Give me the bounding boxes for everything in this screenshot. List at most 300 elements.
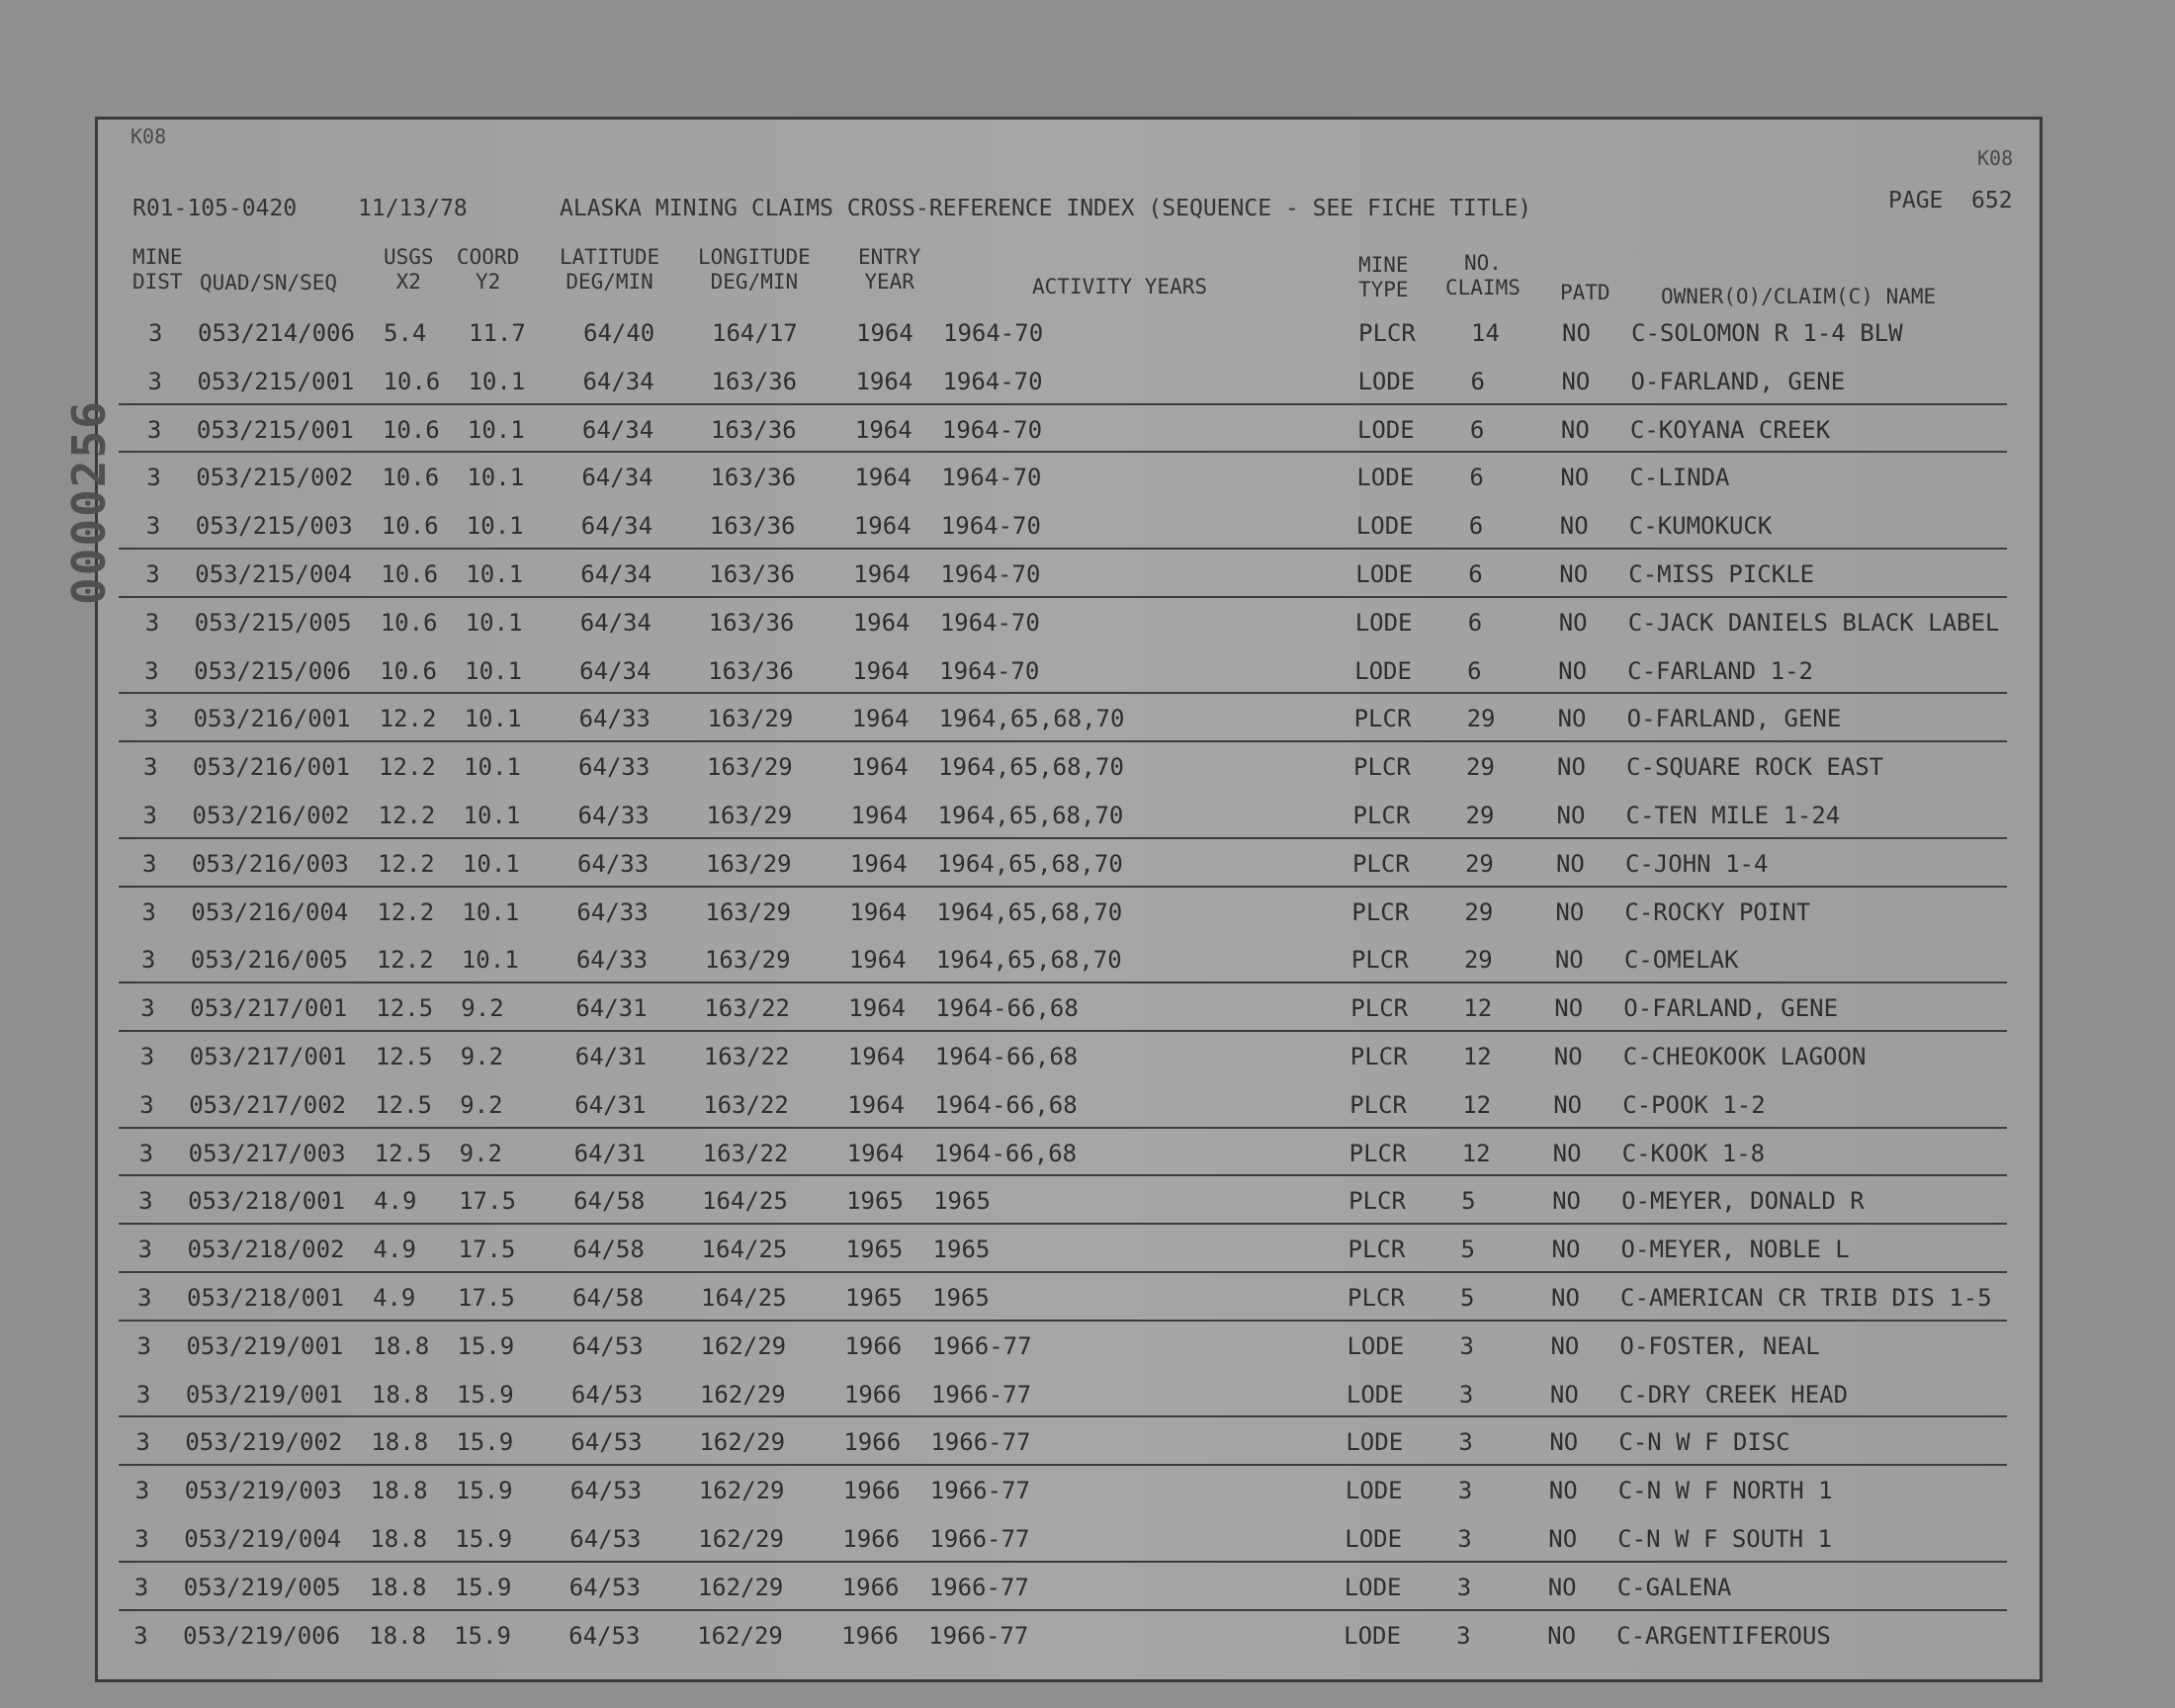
cell-mine-dist: 3 — [134, 1525, 149, 1553]
cell-latitude: 64/58 — [572, 1284, 645, 1312]
cell-mine-dist: 3 — [133, 1573, 149, 1601]
cell-owner-claim-name: O-FOSTER, NEAL — [1619, 1331, 1820, 1360]
cell-mine-dist: 3 — [145, 512, 161, 541]
cell-owner-claim-name: O-MEYER, NOBLE L — [1620, 1236, 1850, 1264]
cell-longitude: 164/25 — [701, 1284, 787, 1312]
cell-mine-type: PLCR — [1353, 753, 1411, 782]
cell-quad: 053/215/001 — [197, 367, 355, 395]
cell-mine-type: LODE — [1344, 1573, 1402, 1601]
cell-activity-years: 1964,65,68,70 — [938, 753, 1124, 782]
cell-usgs-x2: 18.8 — [370, 1525, 428, 1553]
cell-mine-dist: 3 — [138, 1187, 153, 1216]
cell-mine-dist: 3 — [144, 656, 159, 685]
cell-coord-y2: 10.1 — [463, 802, 521, 829]
cell-owner-claim-name: O-FARLAND, GENE — [1626, 705, 1842, 733]
cell-longitude: 163/22 — [703, 1043, 790, 1070]
cell-latitude: 64/33 — [576, 849, 650, 878]
cell-no-claims: 3 — [1456, 1621, 1471, 1650]
cell-entry-year: 1964 — [852, 608, 911, 637]
cell-quad: 053/219/004 — [184, 1525, 342, 1553]
cell-no-claims: 6 — [1469, 415, 1485, 444]
cell-longitude: 163/36 — [711, 367, 798, 395]
cell-activity-years: 1964,65,68,70 — [938, 705, 1125, 733]
cell-usgs-x2: 12.2 — [379, 705, 437, 733]
cell-longitude: 163/22 — [703, 1090, 789, 1119]
cell-longitude: 163/36 — [708, 656, 794, 685]
cell-no-claims: 29 — [1466, 705, 1496, 733]
cell-quad: 053/217/003 — [188, 1139, 346, 1167]
cell-longitude: 163/29 — [706, 802, 793, 829]
cell-longitude: 163/29 — [705, 849, 792, 878]
cell-coord-y2: 10.1 — [462, 897, 520, 926]
cell-mine-type: LODE — [1356, 464, 1415, 492]
cell-patd: NO — [1559, 560, 1589, 588]
cell-mine-type: LODE — [1354, 608, 1413, 637]
cell-quad: 053/219/001 — [185, 1380, 343, 1409]
cell-latitude: 64/34 — [582, 367, 654, 395]
cell-longitude: 163/22 — [702, 1139, 789, 1167]
cell-longitude: 162/29 — [697, 1573, 784, 1601]
cell-patd: NO — [1552, 1139, 1582, 1167]
cell-mine-dist: 3 — [137, 1236, 152, 1264]
cell-patd: NO — [1558, 656, 1588, 685]
cell-patd: NO — [1555, 897, 1585, 926]
table-row — [0, 1279, 2175, 1327]
cell-owner-claim-name: C-DRY CREEK HEAD — [1618, 1380, 1849, 1409]
cell-patd: NO — [1554, 946, 1584, 975]
cell-no-claims: 3 — [1458, 1380, 1474, 1409]
cell-no-claims: 3 — [1457, 1525, 1472, 1553]
cell-quad: 053/215/004 — [195, 560, 353, 588]
cell-patd: NO — [1557, 753, 1586, 782]
table-row — [0, 989, 2175, 1038]
cell-mine-type: PLCR — [1348, 1139, 1407, 1167]
cell-patd: NO — [1547, 1573, 1577, 1601]
cell-quad: 053/219/002 — [185, 1428, 343, 1457]
cell-no-claims: 14 — [1471, 319, 1500, 347]
cell-no-claims: 12 — [1462, 1090, 1492, 1119]
table-row — [0, 941, 2175, 989]
cell-owner-claim-name: C-AMERICAN CR TRIB DIS 1-5 — [1620, 1284, 1992, 1312]
fiche-stamp-number: 0000256 — [62, 399, 116, 605]
cell-usgs-x2: 12.5 — [375, 1043, 433, 1070]
cell-coord-y2: 10.1 — [464, 705, 522, 733]
cell-usgs-x2: 18.8 — [369, 1573, 427, 1601]
corner-code-right: K08 — [1977, 146, 2014, 170]
cell-patd: NO — [1554, 994, 1584, 1023]
cell-mine-dist: 3 — [140, 946, 156, 975]
cell-activity-years: 1966-77 — [928, 1573, 1029, 1601]
cell-patd: NO — [1547, 1621, 1577, 1650]
cell-coord-y2: 10.1 — [464, 753, 521, 782]
cell-coord-y2: 15.9 — [455, 1477, 513, 1505]
table-row — [0, 1086, 2175, 1135]
corner-code-left: K08 — [130, 125, 167, 148]
cell-quad: 053/216/004 — [191, 897, 349, 926]
cell-patd: NO — [1552, 1187, 1581, 1216]
cell-entry-year: 1964 — [852, 656, 910, 685]
cell-patd: NO — [1559, 512, 1589, 541]
table-row — [0, 363, 2175, 411]
cell-activity-years: 1964-70 — [943, 319, 1044, 347]
cell-latitude: 64/58 — [572, 1236, 645, 1264]
cell-activity-years: 1964-70 — [940, 512, 1041, 541]
cell-patd: NO — [1549, 1380, 1579, 1409]
table-row — [0, 1472, 2175, 1520]
cell-entry-year: 1964 — [848, 946, 907, 975]
cell-quad: 053/218/001 — [188, 1187, 346, 1216]
cell-longitude: 163/36 — [709, 512, 796, 541]
cell-owner-claim-name: C-SOLOMON R 1-4 BLW — [1631, 319, 1903, 347]
cell-mine-type: LODE — [1344, 1621, 1401, 1650]
cell-coord-y2: 17.5 — [458, 1284, 515, 1312]
cell-latitude: 64/33 — [576, 897, 649, 926]
cell-latitude: 64/53 — [570, 1380, 644, 1409]
cell-latitude: 64/31 — [574, 1090, 647, 1119]
cell-usgs-x2: 10.6 — [383, 367, 441, 395]
report-date: 11/13/78 — [358, 196, 468, 221]
cell-mine-dist: 3 — [146, 415, 162, 444]
cell-no-claims: 12 — [1461, 1139, 1491, 1167]
cell-owner-claim-name: C-MISS PICKLE — [1628, 560, 1815, 588]
cell-mine-dist: 3 — [144, 608, 160, 637]
cell-entry-year: 1964 — [850, 802, 909, 829]
cell-mine-type: LODE — [1355, 560, 1414, 588]
cell-activity-years: 1965 — [932, 1284, 990, 1312]
cell-no-claims: 5 — [1460, 1284, 1475, 1312]
cell-quad: 053/216/005 — [190, 946, 348, 975]
cell-coord-y2: 15.9 — [454, 1573, 512, 1601]
report-title: ALASKA MINING CLAIMS CROSS-REFERENCE INDEX (SEQUENCE - SEE FICHE TITLE) — [560, 196, 1532, 221]
cell-coord-y2: 10.1 — [467, 415, 525, 444]
cell-mine-dist: 3 — [142, 802, 157, 829]
cell-owner-claim-name: C-ARGENTIFEROUS — [1616, 1621, 1831, 1650]
cell-coord-y2: 10.1 — [468, 367, 526, 395]
cell-longitude: 164/25 — [701, 1236, 788, 1264]
cell-activity-years: 1964-70 — [941, 415, 1043, 444]
cell-owner-claim-name: C-JOHN 1-4 — [1624, 849, 1769, 878]
cell-latitude: 64/33 — [577, 802, 650, 829]
cell-coord-y2: 15.9 — [457, 1331, 515, 1360]
cell-entry-year: 1965 — [846, 1187, 904, 1216]
cell-latitude: 64/33 — [578, 753, 651, 782]
cell-no-claims: 3 — [1456, 1573, 1472, 1601]
cell-owner-claim-name: C-FARLAND 1-2 — [1627, 656, 1813, 685]
table-row — [0, 1617, 2175, 1665]
table-row — [0, 1038, 2175, 1086]
table-row — [0, 555, 2175, 604]
cell-entry-year: 1964 — [851, 753, 909, 782]
cell-longitude: 164/17 — [712, 319, 798, 347]
cell-mine-type: LODE — [1345, 1525, 1403, 1553]
col-activity-years: ACTIVITY YEARS — [1032, 275, 1208, 299]
cell-activity-years: 1966-77 — [929, 1525, 1030, 1553]
cell-longitude: 162/29 — [700, 1331, 787, 1360]
cell-usgs-x2: 10.6 — [380, 608, 438, 637]
cell-longitude: 162/29 — [699, 1428, 786, 1457]
cell-coord-y2: 9.2 — [460, 1043, 504, 1070]
cell-mine-type: PLCR — [1349, 1090, 1407, 1119]
cell-usgs-x2: 10.6 — [382, 415, 440, 444]
cell-coord-y2: 11.7 — [469, 319, 526, 347]
cell-coord-y2: 10.1 — [467, 464, 525, 492]
cell-no-claims: 3 — [1457, 1477, 1473, 1505]
cell-owner-claim-name: C-N W F NORTH 1 — [1617, 1477, 1833, 1505]
cell-usgs-x2: 18.8 — [371, 1380, 429, 1409]
cell-patd: NO — [1548, 1525, 1578, 1553]
cell-latitude: 64/31 — [574, 1043, 647, 1070]
cell-patd: NO — [1560, 464, 1590, 492]
cell-mine-dist: 3 — [138, 1139, 154, 1167]
cell-owner-claim-name: C-N W F SOUTH 1 — [1617, 1525, 1832, 1553]
cell-latitude: 64/34 — [580, 512, 653, 541]
cell-no-claims: 6 — [1468, 512, 1484, 541]
cell-coord-y2: 10.1 — [465, 608, 523, 637]
cell-longitude: 163/29 — [705, 897, 792, 926]
cell-mine-type: PLCR — [1350, 994, 1409, 1023]
cell-owner-claim-name: C-N W F DISC — [1618, 1428, 1790, 1457]
cell-no-claims: 29 — [1464, 849, 1494, 878]
cell-entry-year: 1964 — [849, 897, 908, 926]
cell-usgs-x2: 4.9 — [374, 1187, 417, 1216]
cell-quad: 053/215/002 — [196, 464, 354, 492]
cell-patd: NO — [1550, 1331, 1580, 1360]
cell-longitude: 163/22 — [704, 994, 790, 1023]
cell-quad: 053/214/006 — [198, 319, 355, 347]
cell-entry-year: 1964 — [846, 1139, 905, 1167]
cell-activity-years: 1965 — [933, 1187, 991, 1216]
table-row — [0, 314, 2175, 363]
table-row — [0, 1569, 2175, 1617]
cell-latitude: 64/53 — [568, 1621, 641, 1650]
cell-mine-dist: 3 — [139, 1090, 154, 1119]
report-header — [132, 188, 2031, 231]
cell-no-claims: 29 — [1465, 802, 1495, 829]
cell-mine-type: PLCR — [1348, 1236, 1406, 1264]
cell-no-claims: 6 — [1469, 464, 1484, 492]
cell-longitude: 164/25 — [702, 1187, 788, 1216]
cell-no-claims: 29 — [1464, 897, 1494, 926]
cell-usgs-x2: 18.8 — [371, 1428, 429, 1457]
col-mine-dist: MINE DIST — [132, 245, 183, 294]
cell-owner-claim-name: C-CHEOKOOK LAGOON — [1622, 1043, 1867, 1070]
cell-mine-type: LODE — [1356, 415, 1415, 444]
cell-mine-dist: 3 — [148, 319, 163, 347]
cell-activity-years: 1964,65,68,70 — [936, 897, 1123, 926]
cell-owner-claim-name: C-SQUARE ROCK EAST — [1626, 753, 1884, 782]
cell-mine-type: LODE — [1346, 1380, 1404, 1409]
cell-owner-claim-name: O-FARLAND, GENE — [1623, 994, 1839, 1023]
cell-quad: 053/217/001 — [189, 1043, 347, 1070]
cell-longitude: 163/36 — [709, 560, 795, 588]
cell-usgs-x2: 10.6 — [381, 512, 439, 541]
cell-latitude: 64/33 — [575, 946, 649, 975]
cell-coord-y2: 10.1 — [462, 849, 520, 878]
cell-activity-years: 1964-70 — [940, 560, 1041, 588]
page-label: PAGE — [1888, 188, 1944, 214]
col-entry-year: ENTRY YEAR — [858, 245, 921, 294]
table-row — [0, 1231, 2175, 1279]
cell-mine-type: PLCR — [1348, 1284, 1405, 1312]
cell-coord-y2: 15.9 — [456, 1380, 514, 1409]
cell-latitude: 64/34 — [581, 415, 654, 444]
cell-entry-year: 1965 — [845, 1284, 903, 1312]
cell-mine-type: PLCR — [1351, 849, 1410, 878]
cell-activity-years: 1964,65,68,70 — [937, 802, 1124, 829]
cell-no-claims: 6 — [1468, 560, 1483, 588]
cell-entry-year: 1964 — [855, 367, 914, 395]
cell-entry-year: 1964 — [853, 560, 912, 588]
cell-owner-claim-name: C-POOK 1-2 — [1622, 1090, 1766, 1119]
cell-patd: NO — [1558, 608, 1588, 637]
cell-usgs-x2: 12.2 — [376, 946, 434, 975]
cell-mine-type: LODE — [1354, 656, 1412, 685]
cell-coord-y2: 9.2 — [461, 994, 504, 1023]
cell-mine-dist: 3 — [147, 367, 162, 395]
table-row — [0, 1423, 2175, 1472]
cell-mine-dist: 3 — [140, 994, 155, 1023]
cell-coord-y2: 17.5 — [459, 1187, 516, 1216]
col-coord: COORD Y2 — [457, 245, 520, 294]
cell-owner-claim-name: C-JACK DANIELS BLACK LABEL — [1627, 608, 2000, 637]
cell-mine-dist: 3 — [143, 753, 158, 782]
cell-entry-year: 1966 — [844, 1331, 903, 1360]
table-row — [0, 411, 2175, 460]
cell-usgs-x2: 12.2 — [377, 849, 435, 878]
cell-patd: NO — [1555, 849, 1585, 878]
cell-quad: 053/216/002 — [192, 802, 350, 829]
cell-mine-dist: 3 — [135, 1380, 151, 1409]
cell-longitude: 163/36 — [710, 415, 797, 444]
cell-activity-years: 1964-70 — [942, 367, 1043, 395]
cell-mine-type: LODE — [1355, 512, 1414, 541]
cell-owner-claim-name: C-GALENA — [1616, 1573, 1732, 1601]
cell-mine-type: LODE — [1347, 1331, 1405, 1360]
cell-owner-claim-name: O-MEYER, DONALD R — [1621, 1187, 1865, 1216]
cell-coord-y2: 10.1 — [466, 560, 524, 588]
cell-entry-year: 1964 — [856, 319, 914, 347]
table-row — [0, 894, 2175, 942]
cell-latitude: 64/53 — [568, 1573, 641, 1601]
cell-patd: NO — [1561, 367, 1591, 395]
cell-longitude: 163/29 — [704, 946, 791, 975]
cell-entry-year: 1964 — [849, 849, 908, 878]
cell-entry-year: 1965 — [845, 1236, 904, 1264]
cell-usgs-x2: 10.6 — [381, 560, 439, 588]
cell-latitude: 64/34 — [581, 464, 653, 492]
table-row — [0, 507, 2175, 555]
cell-usgs-x2: 10.6 — [382, 464, 440, 492]
col-patd: PATD — [1560, 281, 1610, 304]
cell-owner-claim-name: C-OMELAK — [1623, 946, 1739, 975]
cell-coord-y2: 10.1 — [461, 946, 519, 975]
cell-entry-year: 1964 — [854, 464, 913, 492]
cell-activity-years: 1966-77 — [930, 1380, 1032, 1409]
cell-longitude: 163/29 — [707, 753, 793, 782]
cell-owner-claim-name: C-KOOK 1-8 — [1621, 1139, 1766, 1167]
cell-mine-dist: 3 — [135, 1428, 150, 1457]
cell-owner-claim-name: C-LINDA — [1629, 464, 1730, 492]
cell-activity-years: 1964-66,68 — [934, 1043, 1079, 1070]
cell-usgs-x2: 12.5 — [374, 1139, 432, 1167]
table-row — [0, 652, 2175, 701]
cell-mine-dist: 3 — [145, 560, 160, 588]
cell-quad: 053/219/001 — [186, 1331, 344, 1360]
cell-mine-type: PLCR — [1353, 705, 1412, 733]
cell-entry-year: 1966 — [842, 1525, 901, 1553]
table-row — [0, 797, 2175, 845]
cell-quad: 053/217/001 — [190, 994, 348, 1023]
cell-no-claims: 3 — [1459, 1331, 1474, 1360]
table-row — [0, 459, 2175, 507]
cell-longitude: 162/29 — [698, 1477, 785, 1505]
cell-latitude: 64/31 — [573, 1139, 646, 1167]
cell-mine-dist: 3 — [141, 849, 157, 878]
cell-patd: NO — [1553, 1090, 1583, 1119]
cell-usgs-x2: 12.2 — [379, 753, 436, 782]
col-longitude: LONGITUDE DEG/MIN — [698, 245, 811, 294]
cell-mine-type: PLCR — [1350, 946, 1409, 975]
cell-no-claims: 12 — [1463, 994, 1493, 1023]
cell-patd: NO — [1562, 319, 1591, 347]
cell-quad: 053/216/003 — [191, 849, 349, 878]
cell-activity-years: 1964-66,68 — [935, 994, 1079, 1023]
cell-activity-years: 1966-77 — [930, 1428, 1031, 1457]
cell-activity-years: 1964,65,68,70 — [936, 849, 1123, 878]
cell-mine-type: LODE — [1345, 1477, 1403, 1505]
cell-entry-year: 1964 — [847, 1043, 906, 1070]
cell-entry-year: 1966 — [841, 1621, 899, 1650]
cell-longitude: 163/36 — [708, 608, 795, 637]
table-row — [0, 1182, 2175, 1231]
cell-entry-year: 1964 — [853, 512, 912, 541]
cell-patd: NO — [1553, 1043, 1583, 1070]
cell-activity-years: 1964-66,68 — [934, 1090, 1078, 1119]
table-row — [0, 1327, 2175, 1376]
cell-coord-y2: 17.5 — [458, 1236, 516, 1264]
table-row — [0, 1376, 2175, 1424]
cell-mine-dist: 3 — [137, 1284, 152, 1312]
cell-activity-years: 1966-77 — [928, 1621, 1029, 1650]
cell-mine-dist: 3 — [141, 897, 156, 926]
cell-coord-y2: 9.2 — [459, 1139, 502, 1167]
cell-latitude: 64/34 — [580, 560, 652, 588]
cell-coord-y2: 10.1 — [465, 656, 522, 685]
col-mine-type: MINE TYPE — [1358, 253, 1409, 301]
cell-activity-years: 1964-70 — [939, 656, 1040, 685]
cell-owner-claim-name: C-TEN MILE 1-24 — [1625, 802, 1841, 829]
cell-usgs-x2: 5.4 — [384, 319, 427, 347]
cell-activity-years: 1966-77 — [931, 1331, 1032, 1360]
cell-patd: NO — [1549, 1428, 1579, 1457]
cell-mine-type: PLCR — [1358, 319, 1416, 347]
cell-entry-year: 1964 — [848, 994, 907, 1023]
cell-longitude: 163/29 — [707, 705, 794, 733]
report-id: R01-105-0420 — [132, 196, 298, 221]
cell-mine-type: PLCR — [1348, 1187, 1406, 1216]
cell-latitude: 64/53 — [571, 1331, 644, 1360]
cell-entry-year: 1966 — [841, 1573, 900, 1601]
column-headers — [132, 245, 2031, 306]
cell-usgs-x2: 4.9 — [373, 1236, 416, 1264]
cell-activity-years: 1964-70 — [941, 464, 1042, 492]
cell-entry-year: 1966 — [843, 1380, 902, 1409]
cell-usgs-x2: 4.9 — [373, 1284, 416, 1312]
col-latitude: LATITUDE DEG/MIN — [560, 245, 660, 294]
cell-coord-y2: 15.9 — [456, 1428, 514, 1457]
cell-owner-claim-name: C-KOYANA CREEK — [1629, 415, 1831, 444]
cell-mine-dist: 3 — [136, 1331, 151, 1360]
